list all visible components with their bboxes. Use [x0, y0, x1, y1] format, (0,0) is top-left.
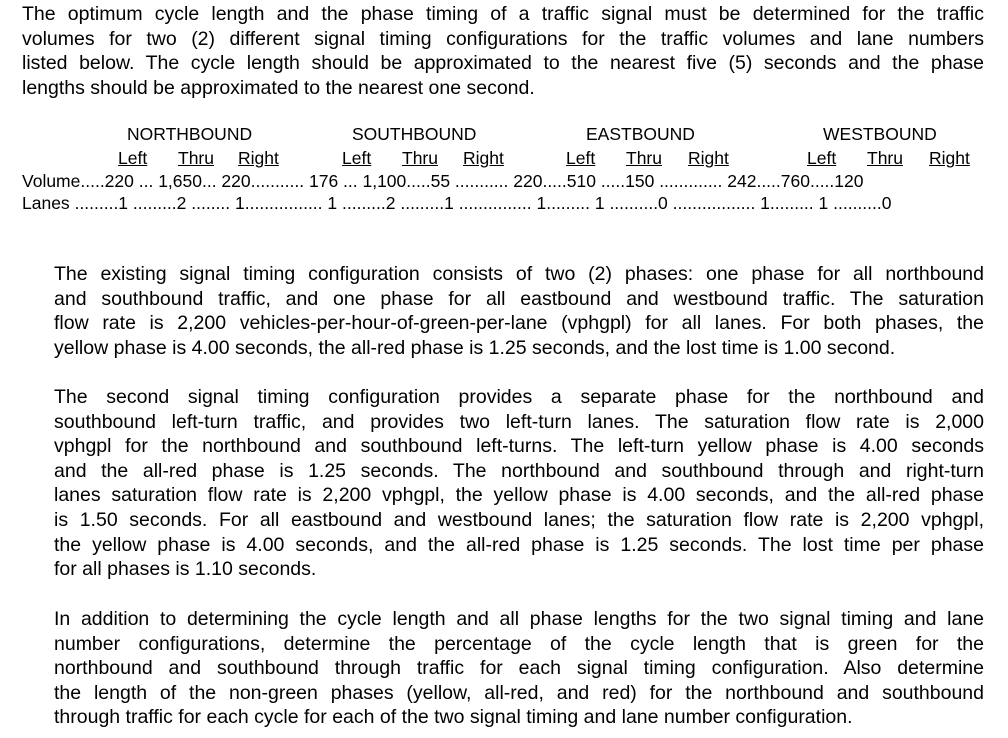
paragraph-line: The existing signal timing configuration consists of two (2) phases: one phase for all northbound — [54, 263, 984, 285]
paragraph-line: yellow phase is 4.00 seconds, the all-red phase is 1.25 seconds, and the lost time is 1.00 second. — [54, 336, 896, 359]
paragraph-line: through traffic for each cycle for each of the two signal timing and lane number configuration. — [54, 706, 853, 729]
direction-heading-southbound: SOUTHBOUND — [352, 124, 477, 144]
paragraph-line: for all phases is 1.10 seconds. — [54, 558, 317, 581]
intro-paragraph — [22, 2, 984, 100]
paragraph-line: lanes saturation flow rate is 2,200 vphgpl, the yellow phase is 4.00 seconds, and the all-red phase — [54, 484, 984, 507]
sb-thru-label: Thru — [402, 148, 438, 168]
paragraph-line: vphgpl for the northbound and southbound left-turns. The left-turn yellow phase is 4.00 seconds — [54, 435, 984, 458]
direction-heading-westbound: WESTBOUND — [823, 124, 937, 144]
wb-thru-label: Thru — [867, 148, 903, 168]
volume-row: Volume.....220 ... 1,650... 220........... 176 ... 1,100.....55 ........... 220.....510 .....150 ............. 242.....760.....120 — [22, 171, 864, 191]
intro-line: volumes for two (2) different signal timing configurations for the traffic volumes and lane numbers — [22, 27, 984, 50]
paragraph-line: The second signal timing configuration provides a separate phase for the northbound and — [54, 386, 984, 408]
intro-line: listed below. The cycle length should be approximated to the nearest five (5) seconds and the phase — [22, 52, 984, 75]
direction-heading-northbound: NORTHBOUND — [127, 124, 253, 144]
sb-left-label: Left — [342, 148, 372, 168]
wb-right-label: Right — [929, 148, 970, 168]
eb-left-label: Left — [566, 148, 596, 168]
intro-line: The optimum cycle length and the phase timing of a traffic signal must be determined for the traffic — [22, 3, 984, 25]
paragraph-line: is 1.50 seconds. For all eastbound and westbound lanes; the saturation flow rate is 2,200 vphgpl, — [54, 508, 984, 531]
existing-configuration-paragraph — [54, 262, 984, 360]
task-paragraph — [54, 607, 984, 730]
paragraph-line: number configurations, determine the percentage of the cycle length that is green for the — [54, 632, 984, 655]
eb-right-label: Right — [688, 148, 729, 168]
paragraph-line: and southbound traffic, and one phase for all eastbound and westbound traffic. The saturation — [54, 287, 984, 310]
direction-heading-eastbound: EASTBOUND — [586, 124, 695, 144]
paragraph-line: the yellow phase is 4.00 seconds, and the all-red phase is 1.25 seconds. The lost time per phase — [54, 533, 984, 556]
wb-left-label: Left — [807, 148, 837, 168]
nb-left-label: Left — [118, 148, 148, 168]
intro-line: lengths should be approximated to the nearest one second. — [22, 76, 535, 99]
paragraph-line: flow rate is 2,200 vehicles-per-hour-of-green-per-lane (vphgpl) for all lanes. For both phases, the — [54, 312, 984, 335]
sb-right-label: Right — [463, 148, 504, 168]
second-configuration-paragraph — [54, 385, 984, 582]
nb-thru-label: Thru — [178, 148, 214, 168]
paragraph-line: the length of the non-green phases (yellow, all-red, and red) for the northbound and southbound — [54, 681, 984, 704]
lanes-row: Lanes .........1 .........2 ........ 1................ 1 .........2 .........1 ............... 1......... 1 ..........0 ................. 1......... 1 ..........0 — [22, 193, 892, 213]
paragraph-line: In addition to determining the cycle length and all phase lengths for the two signal timing and lane — [54, 608, 984, 630]
paragraph-line: northbound and southbound through traffic for each signal timing configuration. Also determine — [54, 657, 984, 680]
paragraph-line: and the all-red phase is 1.25 seconds. The northbound and southbound through and right-turn — [54, 459, 984, 482]
paragraph-line: southbound left-turn traffic, and provides two left-turn lanes. The saturation flow rate is 2,000 — [54, 410, 984, 433]
eb-thru-label: Thru — [626, 148, 662, 168]
nb-right-label: Right — [238, 148, 279, 168]
